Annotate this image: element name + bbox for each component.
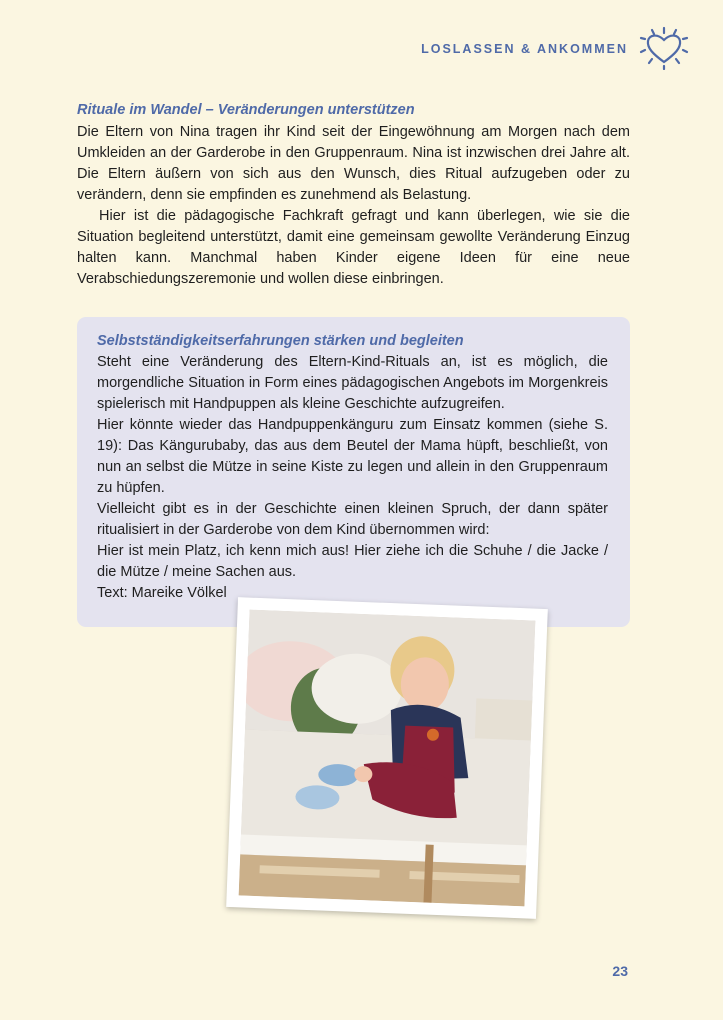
box-paragraph: Hier könnte wieder das Handpuppenkänguru zum Einsatz kommen (siehe S. 19): Das Kängurubaby, das aus dem Beutel der Mama hüpft, beschließt, von nun an selbst die Mütze in seine Kiste zu legen und allein in den Gruppenraum zu hüpfen. xyxy=(97,417,608,496)
section-paragraph: Die Eltern von Nina tragen ihr Kind seit der Eingewöhnung am Morgen nach dem Umkleiden an der Garderobe in den Gruppenraum. Nina ist inzwischen drei Jahre alt. Die Eltern äußern von sich aus den Wunsch, dies Ritual aufzugeben oder zu verändern, denn sie empfinden es zunehmend als Belastung. xyxy=(77,124,630,203)
section-body xyxy=(77,122,630,290)
box-paragraph: Vielleicht gibt es in der Geschichte einen kleinen Spruch, der dann später ritualisiert in der Garderobe von dem Kind übernommen wird: xyxy=(97,501,608,538)
header-title: LOSLASSEN & ANKOMMEN xyxy=(421,42,628,56)
box-heading: Selbstständigkeitserfahrungen stärken und begleiten xyxy=(97,333,464,349)
text-credit: Text: Mareike Völkel xyxy=(97,585,227,601)
heart-icon xyxy=(635,26,693,70)
ritual-quote: Hier ist mein Platz, ich kenn mich aus! Hier ziehe ich die Schuhe / die Jacke / die Mütze / meine Sachen aus. xyxy=(97,543,608,580)
box-paragraph: Steht eine Veränderung des Eltern-Kind-Rituals an, ist es möglich, die morgendliche Situation in Form eines pädagogischen Angebots im Morgenkreis spielerisch mit Handpuppen als kleine Geschichte aufzugreifen. xyxy=(97,354,608,412)
section-heading: Rituale im Wandel – Veränderungen unterstützen xyxy=(77,102,415,118)
child-photo xyxy=(226,597,548,919)
info-box xyxy=(77,317,630,627)
page-number: 23 xyxy=(612,963,628,979)
section-paragraph: Hier ist die pädagogische Fachkraft gefragt und kann überlegen, wie sie die Situation begleitend unterstützt, damit eine gemeinsam gewollte Veränderung Einzug halten kann. Manchmal haben Kinder eigene Ideen für eine neue Verabschiedungszeremonie und wollen diese einbringen. xyxy=(77,208,630,287)
child-taking-off-socks-photo xyxy=(239,610,536,907)
